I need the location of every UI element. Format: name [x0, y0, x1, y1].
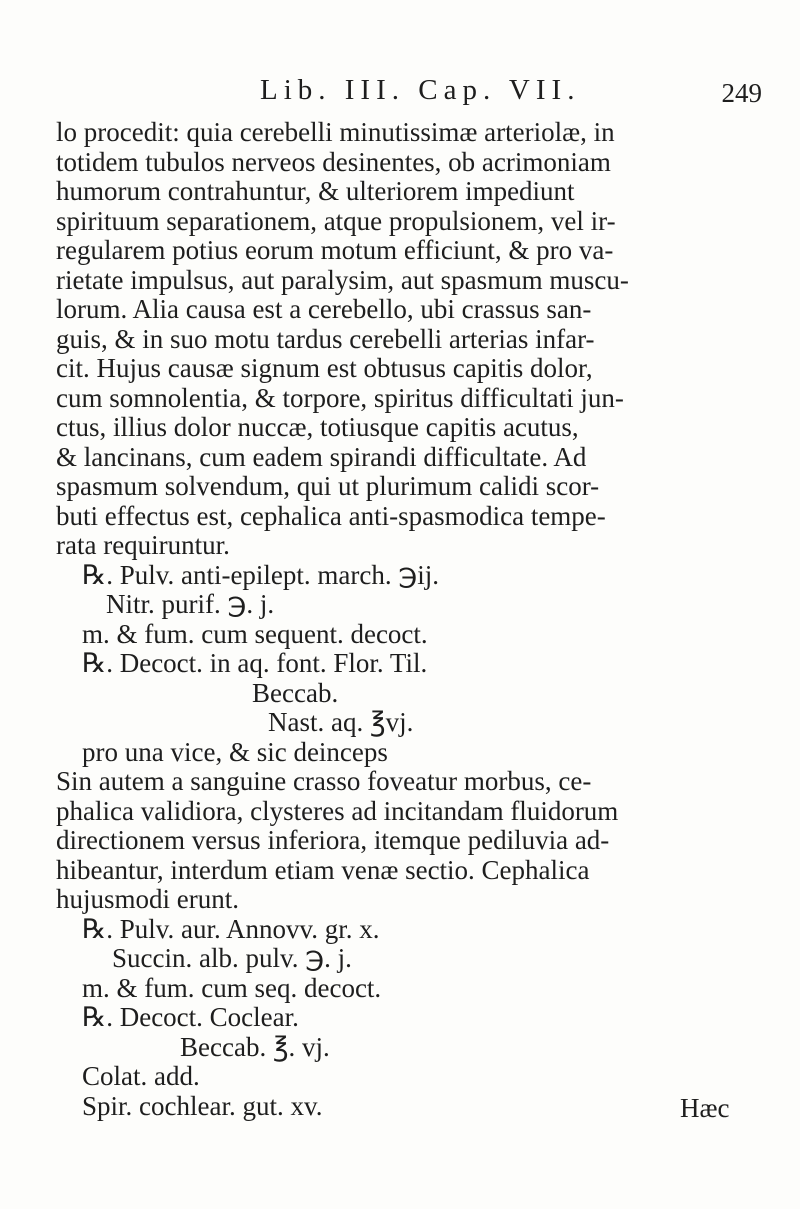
text-line: & lancinans, cum eadem spirandi difficultate. Ad [56, 442, 587, 472]
text-line: totidem tubulos nerveos desinentes, ob acrimoniam [56, 147, 611, 177]
recipe-line: Beccab. [252, 678, 339, 708]
text-line: directionem versus inferiora, itemque pediluvia ad- [56, 825, 610, 855]
text-line: buti effectus est, cephalica anti-spasmodica tempe- [56, 501, 606, 531]
page-header [250, 74, 770, 114]
text-line: Sin autem a sanguine crasso foveatur morbus, ce- [56, 766, 592, 796]
text-line: cum somnolentia, & torpore, spiritus difficultati jun- [56, 383, 624, 413]
text-line: hujusmodi erunt. [56, 884, 239, 914]
text-line: spasmum solvendum, qui ut plurimum calidi scor- [56, 471, 600, 501]
recipe-line: m. & fum. cum sequent. decoct. [82, 619, 428, 649]
text-line: guis, & in suo motu tardus cerebelli arterias infar- [56, 324, 595, 354]
text-line: rata requiruntur. [56, 530, 230, 560]
recipe-line: Colat. add. [82, 1061, 200, 1091]
recipe-line: Succin. alb. pulv. ℈. j. [112, 943, 352, 973]
running-head: Lib. III. Cap. VII. [260, 74, 581, 106]
text-line: rietate impulsus, aut paralysim, aut spasmum muscu- [56, 265, 629, 295]
recipe-line: ℞. Pulv. anti-epilept. march. ℈ij. [82, 560, 439, 590]
recipe-line: ℞. Decoct. in aq. font. Flor. Til. [82, 648, 428, 678]
page-number: 249 [721, 78, 762, 108]
recipe-line: ℞. Pulv. aur. Annovv. gr. x. [82, 914, 380, 944]
recipe-line: Beccab. ℥. vj. [180, 1032, 330, 1062]
recipe-line: Nast. aq. ℥vj. [268, 707, 414, 737]
recipe-line: Spir. cochlear. gut. xv. [82, 1091, 323, 1121]
text-line: lo procedit: quia cerebelli minutissimæ arteriolæ, in [56, 117, 615, 147]
recipe-line: m. & fum. cum seq. decoct. [82, 973, 382, 1003]
recipe-line: pro una vice, & sic deinceps [82, 737, 388, 767]
text-line: hibeantur, interdum etiam venæ sectio. Cephalica [56, 855, 590, 885]
text-line: ctus, illius dolor nuccæ, totiusque capitis acutus, [56, 412, 579, 442]
text-line: regularem potius eorum motum efficiunt, & pro va- [56, 235, 614, 265]
recipe-line: Nitr. purif. ℈. j. [106, 589, 275, 619]
text-line: spirituum separationem, atque propulsionem, vel ir- [56, 206, 616, 236]
catchword: Hæc [680, 1093, 730, 1123]
text-line: phalica validiora, clysteres ad incitandam fluidorum [56, 796, 619, 826]
text-line: cit. Hujus causæ signum est obtusus capitis dolor, [56, 353, 593, 383]
text-line: lorum. Alia causa est a cerebello, ubi crassus san- [56, 294, 592, 324]
text-line: humorum contrahuntur, & ulteriorem impediunt [56, 176, 575, 206]
recipe-line: ℞. Decoct. Coclear. [82, 1002, 299, 1032]
